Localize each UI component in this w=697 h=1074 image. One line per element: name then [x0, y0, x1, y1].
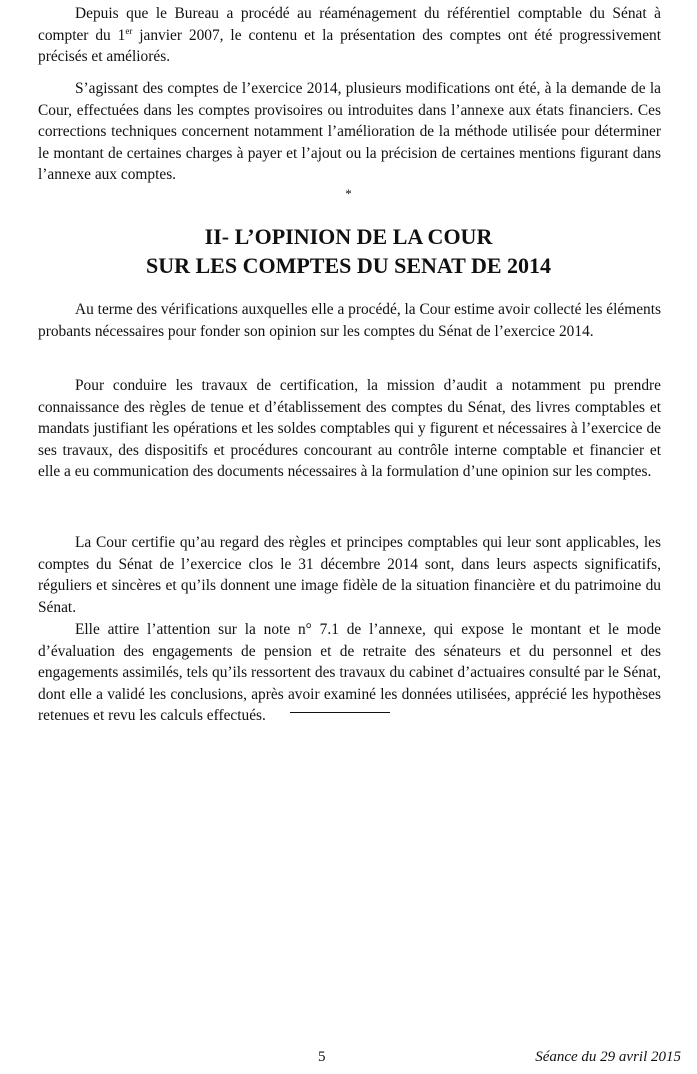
paragraph-4: Pour conduire les travaux de certification, la mission d’audit a notamment pu prendre connaissance des règles de tenue et d’établissement des comptes du Sénat, des livres comptables et mandats justifiant les opérations et les soldes comptables qui y figurent et nécessaires à l’exercice de ses travaux, des dispositifs et procédures concourant au contrôle interne comptable et financier et elle a eu communication des documents nécessaires à la formulation d’une opinion sur les comptes.	[38, 377, 661, 481]
section-separator: *	[345, 186, 352, 201]
session-date: Séance du 29 avril 2015	[535, 1049, 681, 1065]
paragraph-1-text: Depuis que le Bureau a procédé au réaménagement du référentiel comptable du Sénat à compter du 1	[38, 5, 661, 44]
paragraph-6: Elle attire l’attention sur la note n° 7.1 de l’annexe, qui expose le montant et le mode d’évaluation des engagements de pension et de retraite des sénateurs et du personnel et des engagements assimilés, tels qu’ils ressortent des travaux du cabinet d’actuaires consulté par le Sénat, dont elle a validé les conclusions, après avoir examiné les données utilisées, apprécié les hypothèses retenues et revu les calculs effectués.	[38, 621, 661, 725]
heading-line-2: SUR LES COMPTES DU SENAT DE 2014	[145, 253, 552, 278]
page-number: 5	[318, 1049, 326, 1065]
section-heading	[0, 222, 697, 280]
end-rule	[290, 712, 390, 713]
heading-line-1: II- L’OPINION DE LA COUR	[204, 224, 493, 249]
ordinal-superscript: er	[125, 25, 133, 36]
paragraph-1-text-cont: janvier 2007, le contenu et la présentation des comptes ont été progressivement précisés et améliorés.	[38, 26, 662, 66]
paragraph-1	[38, 3, 661, 68]
paragraph-5: La Cour certifie qu’au regard des règles et principes comptables qui leur sont applicables, les comptes du Sénat de l’exercice clos le 31 décembre 2014 sont, dans leurs aspects significatifs, réguliers et sincères et qu’ils donnent une image fidèle de la situation financière et du patrimoine du Sénat.	[38, 534, 661, 616]
paragraph-3: Au terme des vérifications auxquelles elle a procédé, la Cour estime avoir collecté les éléments probants nécessaires pour fonder son opinion sur les comptes du Sénat de l’exercice 2014.	[38, 301, 661, 340]
paragraph-2: S’agissant des comptes de l’exercice 2014, plusieurs modifications ont été, à la demande de la Cour, effectuées dans les comptes provisoires ou introduites dans l’annexe aux états financiers. Ces corrections techniques concernent notamment l’amélioration de la méthode utilisée pour déterminer le montant de certaines charges à payer et l’ajout ou la précision de certaines mentions figurant dans l’annexe aux comptes.	[38, 80, 661, 184]
